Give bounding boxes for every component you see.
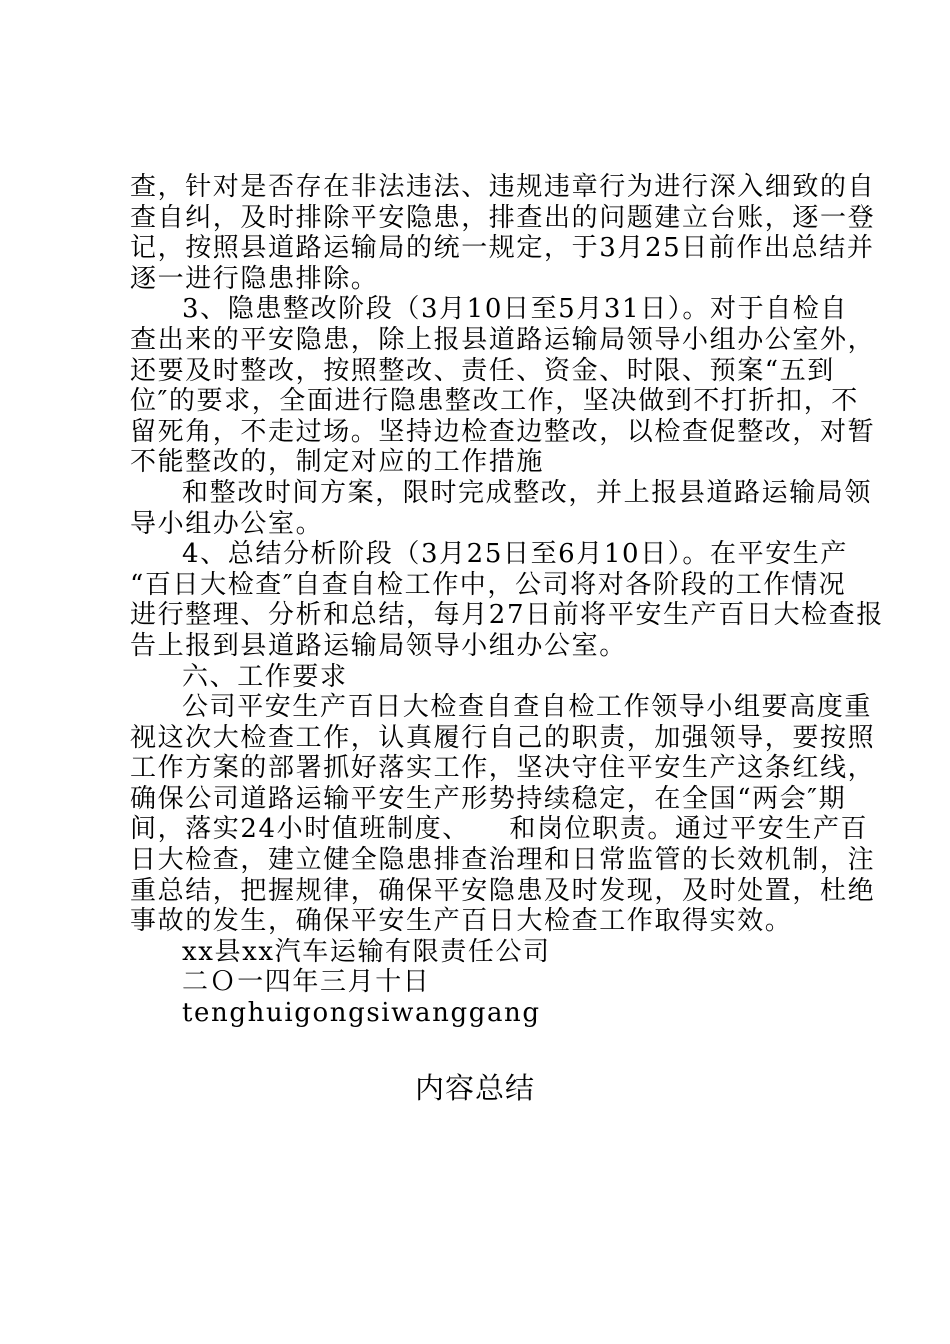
text-line: 4、总结分析阶段（3月25日至6月10日）。在平安生产 bbox=[182, 539, 848, 570]
text-line: 3、隐患整改阶段（3月10日至5月31日）。对于自检自 bbox=[182, 294, 848, 325]
text-line: 和整改时间方案，限时完成整改，并上报县道路运输局领 bbox=[182, 477, 873, 508]
text-line: 公司平安生产百日大检查自查自检工作领导小组要高度重 bbox=[182, 692, 873, 723]
summary-heading: 内容总结 bbox=[414, 1071, 535, 1105]
text-line: 二Ｏ一四年三月十日 bbox=[182, 967, 431, 998]
text-line: 导小组办公室。 bbox=[130, 508, 324, 539]
text-line: 查出来的平安隐患，除上报县道路运输局领导小组办公室外， bbox=[130, 324, 876, 355]
text-line: 查，针对是否存在非法违法、违规违章行为进行深入细致的自 bbox=[130, 172, 876, 202]
text-line: “百日大检查″自查自检工作中，公司将对各阶段的工作情况 bbox=[130, 569, 847, 600]
text-line: tenghuigongsiwanggang bbox=[182, 998, 541, 1029]
text-line: 还要及时整改，按照整改、责任、资金、时限、预案“五到 bbox=[130, 355, 835, 386]
text-line: 逐一进行隐患排除。 bbox=[130, 263, 379, 294]
text-line: 日大检查，建立健全隐患排查治理和日常监管的长效机制，注 bbox=[130, 845, 876, 876]
text-line: 进行整理、分析和总结，每月27日前将平安生产百日大检查报 bbox=[130, 600, 884, 631]
document-body bbox=[130, 172, 884, 1029]
text-line: 事故的发生，确保平安生产百日大检查工作取得实效。 bbox=[130, 906, 793, 937]
text-line: 六、工作要求 bbox=[182, 661, 348, 692]
text-line: 确保公司道路运输平安生产形势持续稳定，在全国“两会″期 bbox=[130, 783, 847, 814]
text-line: 不能整改的，制定对应的工作措施 bbox=[130, 447, 545, 478]
text-line: 位″的要求，全面进行隐患整改工作，坚决做到不打折扣，不 bbox=[130, 386, 859, 417]
text-line: 工作方案的部署抓好落实工作，坚决守住平安生产这条红线， bbox=[130, 753, 876, 784]
text-line: 重总结，把握规律，确保平安隐患及时发现，及时处置，杜绝 bbox=[130, 875, 876, 906]
text-line: 间，落实24小时值班制度、 和岗位职责。通过平安生产百 bbox=[130, 814, 869, 845]
text-line: 告上报到县道路运输局领导小组办公室。 bbox=[130, 630, 627, 661]
text-line: xx县xx汽车运输有限责任公司 bbox=[182, 936, 551, 967]
text-line: 查自纠，及时排除平安隐患，排查出的问题建立台账，逐一登 bbox=[130, 202, 876, 233]
text-line: 视这次大检查工作，认真履行自己的职责，加强领导，要按照 bbox=[130, 722, 876, 753]
text-line: 留死角，不走过场。坚持边检查边整改，以检查促整改，对暂 bbox=[130, 416, 876, 447]
text-line: 记，按照县道路运输局的统一规定，于3月25日前作出总结并 bbox=[130, 233, 875, 264]
